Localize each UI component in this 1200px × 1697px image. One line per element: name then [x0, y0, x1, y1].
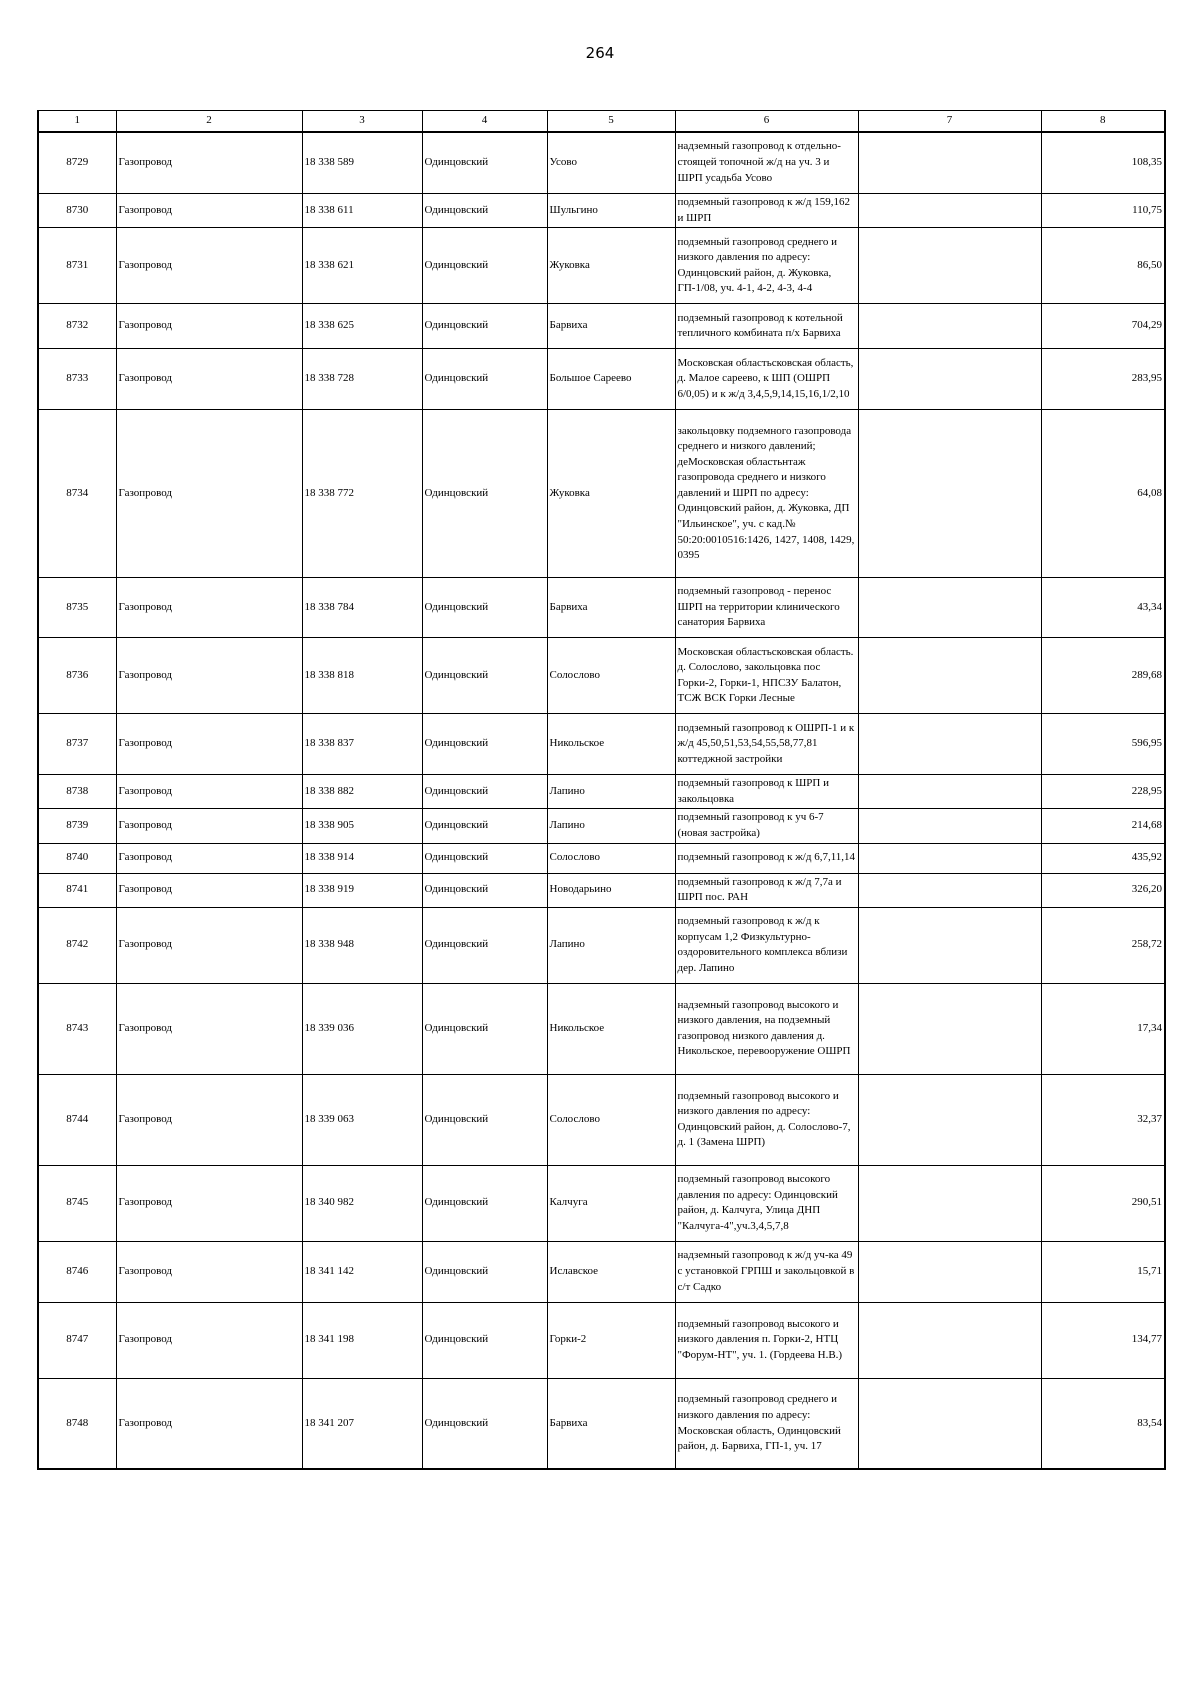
- table-row: [38, 638, 1165, 714]
- district: Одинцовский: [422, 775, 547, 809]
- description: Московская областьсковская область. д. Солослово, закольцовка пос Горки-2, Горки-1, НПСЗУ Балатон, ТСЖ ВСК Горки Лесные: [675, 638, 858, 714]
- description: подземный газопровод - перенос ШРП на территории клинического санатория Барвиха: [675, 578, 858, 638]
- inventory-code: 18 338 914: [302, 843, 422, 873]
- object-type: Газопровод: [116, 775, 302, 809]
- inventory-code: 18 338 621: [302, 228, 422, 304]
- locality: Никольское: [547, 983, 675, 1074]
- inventory-code: 18 338 818: [302, 638, 422, 714]
- row-number: 8730: [38, 194, 116, 228]
- gas-pipeline-registry-table: [37, 110, 1166, 1470]
- locality: Иславское: [547, 1241, 675, 1302]
- table-row: [38, 228, 1165, 304]
- row-number: 8731: [38, 228, 116, 304]
- district: Одинцовский: [422, 578, 547, 638]
- object-type: Газопровод: [116, 638, 302, 714]
- table-row: [38, 304, 1165, 349]
- object-type: Газопровод: [116, 228, 302, 304]
- object-type: Газопровод: [116, 809, 302, 843]
- row-number: 8734: [38, 410, 116, 578]
- locality: Жуковка: [547, 228, 675, 304]
- inventory-code: 18 339 036: [302, 983, 422, 1074]
- table-row: [38, 775, 1165, 809]
- length-value: 214,68: [1041, 809, 1165, 843]
- table-row: [38, 1302, 1165, 1378]
- table-row: [38, 1074, 1165, 1165]
- column-7-cell: [858, 1165, 1041, 1241]
- description: подземный газопровод к ШРП и закольцовка: [675, 775, 858, 809]
- column-header: 6: [675, 111, 858, 132]
- row-number: 8732: [38, 304, 116, 349]
- description: Московская областьсковская область, д. Малое сареево, к ШП (ОШРП 6/0,05) и к ж/д 3,4,5,9,14,15,16,1/2,10: [675, 349, 858, 410]
- table-row: [38, 410, 1165, 578]
- description: подземный газопровод к ж/д 7,7а и ШРП пос. РАН: [675, 873, 858, 907]
- table-body: [38, 132, 1165, 1470]
- column-header: 1: [38, 111, 116, 132]
- description: подземный газопровод к ОШРП-1 и к ж/д 45,50,51,53,54,55,58,77,81 коттеджной застройки: [675, 714, 858, 775]
- locality: Барвиха: [547, 1378, 675, 1469]
- locality: Солослово: [547, 1074, 675, 1165]
- description: подземный газопровод к ж/д 6,7,11,14: [675, 843, 858, 873]
- table-row: [38, 1378, 1165, 1469]
- locality: Усово: [547, 132, 675, 194]
- row-number: 8738: [38, 775, 116, 809]
- column-header: 4: [422, 111, 547, 132]
- inventory-code: 18 338 882: [302, 775, 422, 809]
- column-header: 3: [302, 111, 422, 132]
- table-row: [38, 1241, 1165, 1302]
- inventory-code: 18 338 784: [302, 578, 422, 638]
- district: Одинцовский: [422, 194, 547, 228]
- description: подземный газопровод среднего и низкого давления по адресу: Московская область, Одинцовский район, д. Барвиха, ГП-1, уч. 17: [675, 1378, 858, 1469]
- row-number: 8742: [38, 907, 116, 983]
- length-value: 290,51: [1041, 1165, 1165, 1241]
- locality: Солослово: [547, 843, 675, 873]
- row-number: 8740: [38, 843, 116, 873]
- length-value: 32,37: [1041, 1074, 1165, 1165]
- length-value: 704,29: [1041, 304, 1165, 349]
- length-value: 64,08: [1041, 410, 1165, 578]
- inventory-code: 18 340 982: [302, 1165, 422, 1241]
- object-type: Газопровод: [116, 132, 302, 194]
- district: Одинцовский: [422, 1241, 547, 1302]
- column-7-cell: [858, 638, 1041, 714]
- column-7-cell: [858, 194, 1041, 228]
- description: надземный газопровод к ж/д уч-ка 49 с установкой ГРПШ и закольцовкой в с/т Садко: [675, 1241, 858, 1302]
- row-number: 8733: [38, 349, 116, 410]
- inventory-code: 18 338 611: [302, 194, 422, 228]
- locality: Барвиха: [547, 578, 675, 638]
- length-value: 258,72: [1041, 907, 1165, 983]
- length-value: 86,50: [1041, 228, 1165, 304]
- table-row: [38, 194, 1165, 228]
- object-type: Газопровод: [116, 349, 302, 410]
- inventory-code: 18 338 772: [302, 410, 422, 578]
- object-type: Газопровод: [116, 714, 302, 775]
- table-row: [38, 907, 1165, 983]
- object-type: Газопровод: [116, 1302, 302, 1378]
- district: Одинцовский: [422, 873, 547, 907]
- inventory-code: 18 341 198: [302, 1302, 422, 1378]
- description: надземный газопровод к отдельно-стоящей топочной ж/д на уч. 3 и ШРП усадьба Усово: [675, 132, 858, 194]
- length-value: 326,20: [1041, 873, 1165, 907]
- column-7-cell: [858, 304, 1041, 349]
- object-type: Газопровод: [116, 304, 302, 349]
- column-7-cell: [858, 410, 1041, 578]
- description: подземный газопровод к уч 6-7 (новая застройка): [675, 809, 858, 843]
- table-row: [38, 714, 1165, 775]
- length-value: 17,34: [1041, 983, 1165, 1074]
- column-7-cell: [858, 809, 1041, 843]
- object-type: Газопровод: [116, 194, 302, 228]
- length-value: 43,34: [1041, 578, 1165, 638]
- inventory-code: 18 338 625: [302, 304, 422, 349]
- object-type: Газопровод: [116, 1378, 302, 1469]
- object-type: Газопровод: [116, 578, 302, 638]
- description: подземный газопровод к котельной тепличного комбината п/х Барвиха: [675, 304, 858, 349]
- length-value: 110,75: [1041, 194, 1165, 228]
- row-number: 8729: [38, 132, 116, 194]
- column-7-cell: [858, 1241, 1041, 1302]
- column-7-cell: [858, 132, 1041, 194]
- column-7-cell: [858, 228, 1041, 304]
- length-value: 83,54: [1041, 1378, 1165, 1469]
- column-header: 5: [547, 111, 675, 132]
- district: Одинцовский: [422, 983, 547, 1074]
- row-number: 8743: [38, 983, 116, 1074]
- inventory-code: 18 338 728: [302, 349, 422, 410]
- inventory-code: 18 341 207: [302, 1378, 422, 1469]
- district: Одинцовский: [422, 638, 547, 714]
- district: Одинцовский: [422, 304, 547, 349]
- object-type: Газопровод: [116, 1165, 302, 1241]
- locality: Новодарьино: [547, 873, 675, 907]
- column-7-cell: [858, 349, 1041, 410]
- column-number-row: [38, 111, 1165, 132]
- column-7-cell: [858, 843, 1041, 873]
- district: Одинцовский: [422, 1378, 547, 1469]
- locality: Лапино: [547, 809, 675, 843]
- row-number: 8748: [38, 1378, 116, 1469]
- locality: Барвиха: [547, 304, 675, 349]
- length-value: 289,68: [1041, 638, 1165, 714]
- length-value: 596,95: [1041, 714, 1165, 775]
- district: Одинцовский: [422, 714, 547, 775]
- object-type: Газопровод: [116, 983, 302, 1074]
- row-number: 8737: [38, 714, 116, 775]
- length-value: 435,92: [1041, 843, 1165, 873]
- object-type: Газопровод: [116, 1074, 302, 1165]
- description: подземный газопровод среднего и низкого давления по адресу: Одинцовский район, д. Жуковка, ГП-1/08, уч. 4-1, 4-2, 4-3, 4-4: [675, 228, 858, 304]
- length-value: 283,95: [1041, 349, 1165, 410]
- district: Одинцовский: [422, 228, 547, 304]
- object-type: Газопровод: [116, 907, 302, 983]
- table-row: [38, 809, 1165, 843]
- column-header: 8: [1041, 111, 1165, 132]
- column-7-cell: [858, 907, 1041, 983]
- table-row: [38, 349, 1165, 410]
- column-header: 7: [858, 111, 1041, 132]
- row-number: 8744: [38, 1074, 116, 1165]
- column-7-cell: [858, 1302, 1041, 1378]
- inventory-code: 18 338 905: [302, 809, 422, 843]
- description: подземный газопровод высокого и низкого давления по адресу: Одинцовский район, д. Солослово-7, д. 1 (Замена ШРП): [675, 1074, 858, 1165]
- locality: Лапино: [547, 775, 675, 809]
- description: подземный газопровод к ж/д 159,162 и ШРП: [675, 194, 858, 228]
- row-number: 8735: [38, 578, 116, 638]
- length-value: 134,77: [1041, 1302, 1165, 1378]
- description: подземный газопровод высокого давления по адресу: Одинцовский район, д. Калчуга, Улица ДНП "Калчуга-4",уч.3,4,5,7,8: [675, 1165, 858, 1241]
- locality: Большое Сареево: [547, 349, 675, 410]
- district: Одинцовский: [422, 1302, 547, 1378]
- table-row: [38, 132, 1165, 194]
- object-type: Газопровод: [116, 410, 302, 578]
- inventory-code: 18 339 063: [302, 1074, 422, 1165]
- district: Одинцовский: [422, 410, 547, 578]
- row-number: 8739: [38, 809, 116, 843]
- district: Одинцовский: [422, 132, 547, 194]
- district: Одинцовский: [422, 809, 547, 843]
- table-row: [38, 843, 1165, 873]
- description: надземный газопровод высокого и низкого давления, на подземный газопровод низкого давления д. Никольское, перевооружение ОШРП: [675, 983, 858, 1074]
- column-7-cell: [858, 714, 1041, 775]
- inventory-code: 18 338 589: [302, 132, 422, 194]
- table-row: [38, 1165, 1165, 1241]
- description: подземный газопровод к ж/д к корпусам 1,2 Физкультурно-оздоровительного комплекса вблизи дер. Лапино: [675, 907, 858, 983]
- description: закольцовку подземного газопровода среднего и низкого давлений; деМосковская областьнтаж газопровода среднего и низкого давлений и ШРП по адресу: Одинцовский район, д. Жуковка, ДП "Ильинское", уч. с кад.№ 50:20:0010516:1426, 1427, 1408, 1429, 0395: [675, 410, 858, 578]
- column-7-cell: [858, 983, 1041, 1074]
- locality: Жуковка: [547, 410, 675, 578]
- district: Одинцовский: [422, 1074, 547, 1165]
- inventory-code: 18 338 837: [302, 714, 422, 775]
- district: Одинцовский: [422, 907, 547, 983]
- row-number: 8747: [38, 1302, 116, 1378]
- inventory-code: 18 338 948: [302, 907, 422, 983]
- column-7-cell: [858, 775, 1041, 809]
- district: Одинцовский: [422, 349, 547, 410]
- locality: Горки-2: [547, 1302, 675, 1378]
- district: Одинцовский: [422, 843, 547, 873]
- column-header: 2: [116, 111, 302, 132]
- object-type: Газопровод: [116, 1241, 302, 1302]
- inventory-code: 18 341 142: [302, 1241, 422, 1302]
- description: подземный газопровод высокого и низкого давления п. Горки-2, НТЦ "Форум-НТ", уч. 1. (Гордеева Н.В.): [675, 1302, 858, 1378]
- length-value: 228,95: [1041, 775, 1165, 809]
- table-row: [38, 578, 1165, 638]
- column-7-cell: [858, 873, 1041, 907]
- locality: Солослово: [547, 638, 675, 714]
- row-number: 8745: [38, 1165, 116, 1241]
- column-7-cell: [858, 1378, 1041, 1469]
- table-row: [38, 983, 1165, 1074]
- length-value: 15,71: [1041, 1241, 1165, 1302]
- row-number: 8741: [38, 873, 116, 907]
- district: Одинцовский: [422, 1165, 547, 1241]
- locality: Лапино: [547, 907, 675, 983]
- column-7-cell: [858, 1074, 1041, 1165]
- table-row: [38, 873, 1165, 907]
- object-type: Газопровод: [116, 843, 302, 873]
- length-value: 108,35: [1041, 132, 1165, 194]
- row-number: 8736: [38, 638, 116, 714]
- row-number: 8746: [38, 1241, 116, 1302]
- locality: Шульгино: [547, 194, 675, 228]
- object-type: Газопровод: [116, 873, 302, 907]
- locality: Калчуга: [547, 1165, 675, 1241]
- column-7-cell: [858, 578, 1041, 638]
- locality: Никольское: [547, 714, 675, 775]
- inventory-code: 18 338 919: [302, 873, 422, 907]
- page-number: 264: [585, 44, 615, 62]
